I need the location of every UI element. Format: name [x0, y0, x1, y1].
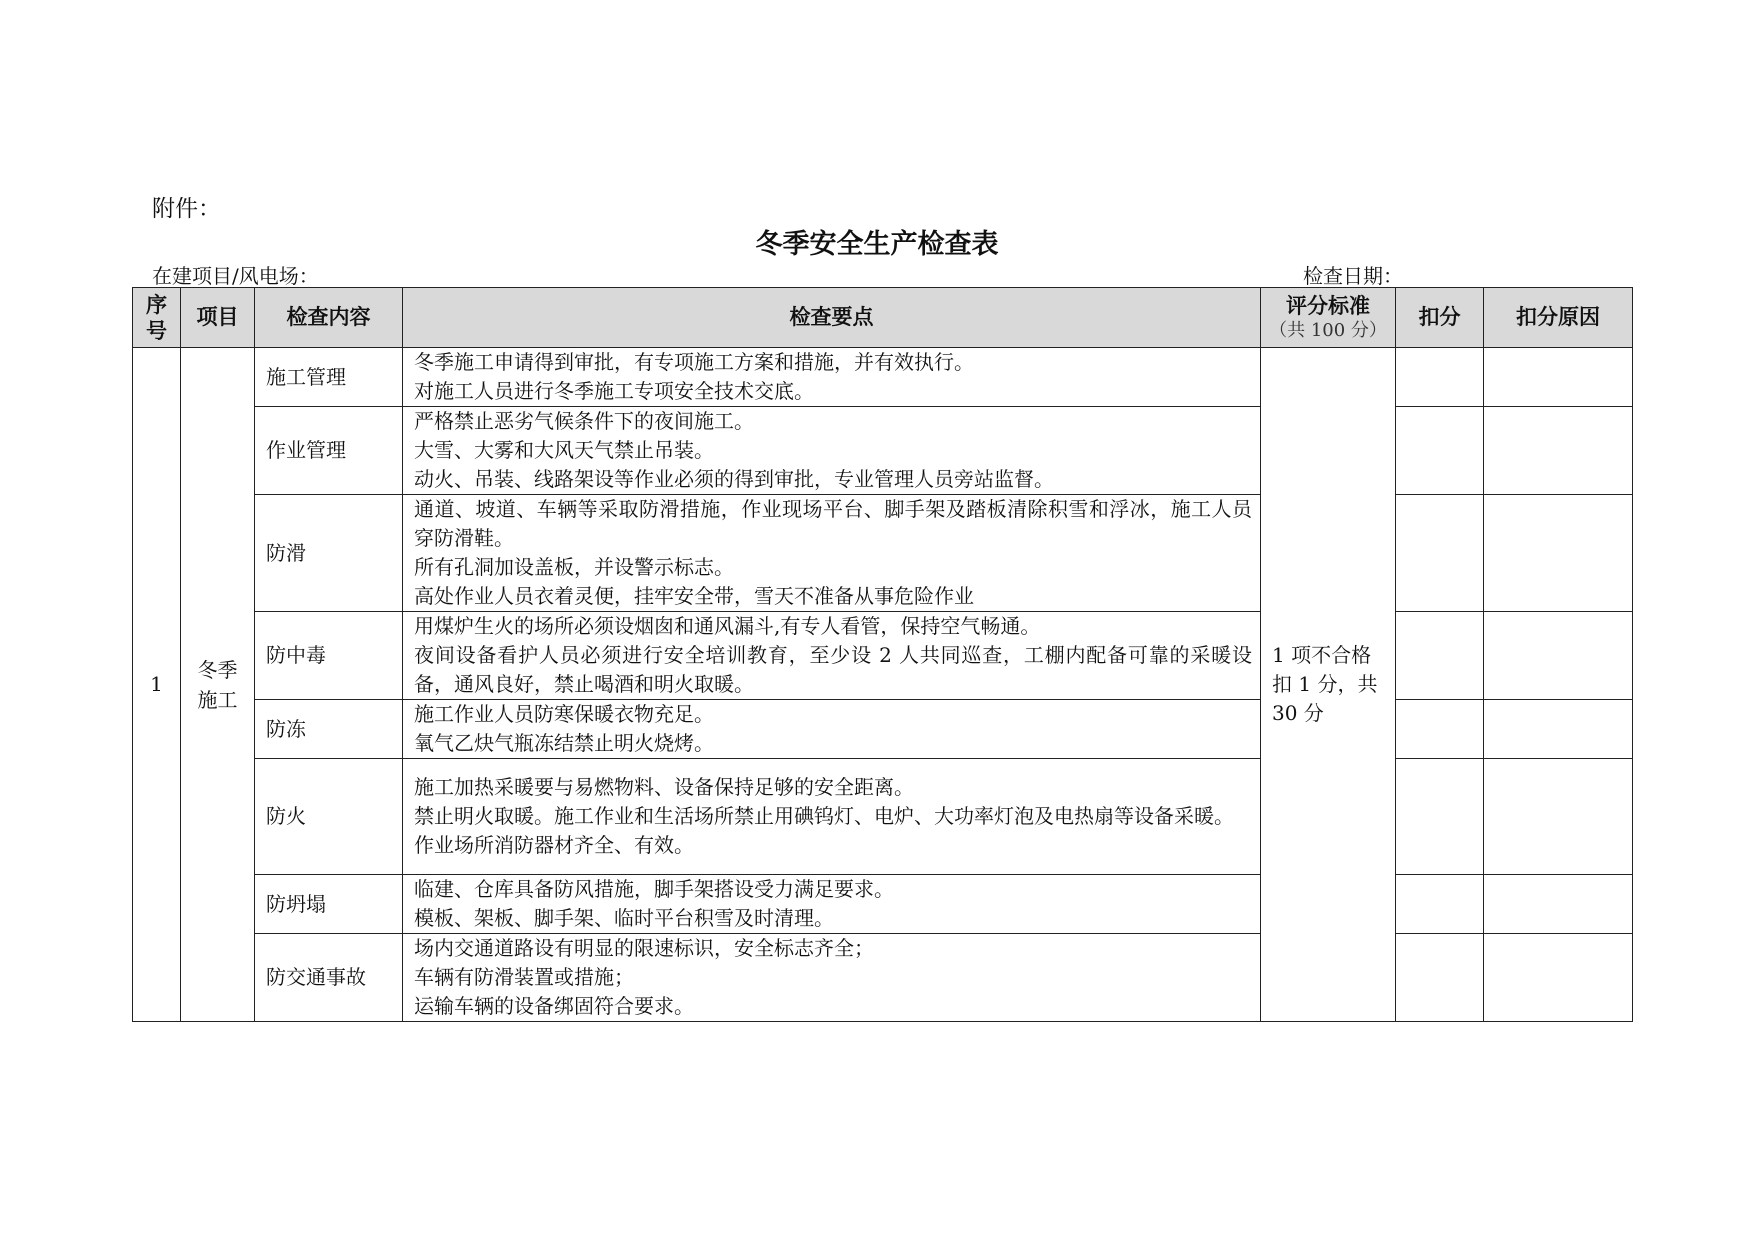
deduction-reason-cell[interactable] — [1484, 875, 1633, 934]
check-points-cell — [403, 700, 1261, 759]
deduction-reason-cell[interactable] — [1484, 407, 1633, 495]
deduction-reason-cell[interactable] — [1484, 495, 1633, 612]
table-row — [133, 934, 1633, 1022]
deduction-cell[interactable] — [1396, 700, 1484, 759]
deduction-reason-cell[interactable] — [1484, 934, 1633, 1022]
check-point-line: 用煤炉生火的场所必须设烟囱和通风漏斗,有专人看管，保持空气畅通。 — [414, 614, 1041, 638]
check-point-line: 作业场所消防器材齐全、有效。 — [414, 833, 694, 857]
table-row — [133, 495, 1633, 612]
check-points-cell — [403, 495, 1261, 612]
header-project: 项目 — [181, 288, 255, 348]
check-point-line: 对施工人员进行冬季施工专项安全技术交底。 — [414, 379, 814, 403]
check-point-line: 严格禁止恶劣气候条件下的夜间施工。 — [414, 409, 754, 433]
check-point-line: 通道、坡道、车辆等采取防滑措施，作业现场平台、脚手架及踏板清除积雪和浮冰，施工人员穿防滑鞋。 — [414, 497, 1252, 550]
check-point-line: 施工加热采暖要与易燃物料、设备保持足够的安全距离。 — [414, 775, 914, 799]
check-content-cell: 防冻 — [255, 700, 403, 759]
deduction-cell[interactable] — [1396, 875, 1484, 934]
deduction-reason-cell[interactable] — [1484, 612, 1633, 700]
deduction-cell[interactable] — [1396, 348, 1484, 407]
header-standard-title: 评分标准 — [1286, 293, 1370, 318]
header-points: 检查要点 — [403, 288, 1261, 348]
attachment-label: 附件： — [152, 196, 221, 222]
deduction-reason-cell[interactable] — [1484, 759, 1633, 875]
check-points-cell — [403, 875, 1261, 934]
inspection-date-label: 检查日期： — [1303, 264, 1403, 288]
check-points-cell — [403, 934, 1261, 1022]
check-content-cell: 防火 — [255, 759, 403, 875]
check-content-cell: 防坍塌 — [255, 875, 403, 934]
header-reason: 扣分原因 — [1484, 288, 1633, 348]
header-seq: 序号 — [133, 288, 181, 348]
check-point-line: 氧气乙炔气瓶冻结禁止明火烧烤。 — [414, 731, 714, 755]
check-point-line: 禁止明火取暖。施工作业和生活场所禁止用碘钨灯、电炉、大功率灯泡及电热扇等设备采暖。 — [414, 804, 1234, 828]
check-points-cell — [403, 348, 1261, 407]
page-title: 冬季安全生产检查表 — [755, 229, 999, 260]
header-standard-sub: （共 100 分） — [1269, 319, 1387, 341]
table-header-row — [133, 288, 1633, 348]
check-points-cell — [403, 407, 1261, 495]
check-point-line: 模板、架板、脚手架、临时平台积雪及时清理。 — [414, 906, 834, 930]
header-deduction: 扣分 — [1396, 288, 1484, 348]
check-content-cell: 防交通事故 — [255, 934, 403, 1022]
check-point-line: 临建、仓库具备防风措施，脚手架搭设受力满足要求。 — [414, 877, 894, 901]
seq-cell: 1 — [133, 348, 181, 1022]
table-row — [133, 348, 1633, 407]
table-row — [133, 759, 1633, 875]
table-row — [133, 875, 1633, 934]
check-point-line: 动火、吊装、线路架设等作业必须的得到审批，专业管理人员旁站监督。 — [414, 467, 1054, 491]
deduction-cell[interactable] — [1396, 495, 1484, 612]
table-row — [133, 612, 1633, 700]
deduction-cell[interactable] — [1396, 407, 1484, 495]
check-point-line: 施工作业人员防寒保暖衣物充足。 — [414, 702, 714, 726]
project-site-label: 在建项目/风电场： — [152, 264, 319, 288]
header-standard — [1261, 288, 1396, 348]
deduction-cell[interactable] — [1396, 934, 1484, 1022]
check-point-line: 车辆有防滑装置或措施； — [414, 965, 634, 989]
check-point-line: 运输车辆的设备绑固符合要求。 — [414, 994, 694, 1018]
check-points-cell — [403, 612, 1261, 700]
deduction-cell[interactable] — [1396, 759, 1484, 875]
deduction-cell[interactable] — [1396, 612, 1484, 700]
deduction-reason-cell[interactable] — [1484, 348, 1633, 407]
check-point-line: 所有孔洞加设盖板，并设警示标志。 — [414, 555, 734, 579]
check-content-cell: 施工管理 — [255, 348, 403, 407]
deduction-reason-cell[interactable] — [1484, 700, 1633, 759]
check-points-cell — [403, 759, 1261, 875]
check-content-cell: 防中毒 — [255, 612, 403, 700]
check-content-cell: 作业管理 — [255, 407, 403, 495]
check-point-line: 大雪、大雾和大风天气禁止吊装。 — [414, 438, 714, 462]
table-row — [133, 700, 1633, 759]
inspection-table — [132, 287, 1633, 1022]
project-cell: 冬季施工 — [181, 348, 255, 1022]
check-point-line: 高处作业人员衣着灵便，挂牢安全带，雪天不准备从事危险作业 — [414, 584, 974, 608]
check-point-line: 夜间设备看护人员必须进行安全培训教育，至少设 2 人共同巡查，工棚内配备可靠的采暖设备，通风良好，禁止喝酒和明火取暖。 — [414, 643, 1252, 696]
header-content: 检查内容 — [255, 288, 403, 348]
scoring-standard-cell: 1 项不合格扣 1 分，共 30 分 — [1261, 348, 1396, 1022]
check-point-line: 冬季施工申请得到审批，有专项施工方案和措施，并有效执行。 — [414, 350, 974, 374]
table-row — [133, 407, 1633, 495]
check-content-cell: 防滑 — [255, 495, 403, 612]
check-point-line: 场内交通道路设有明显的限速标识，安全标志齐全； — [414, 936, 874, 960]
